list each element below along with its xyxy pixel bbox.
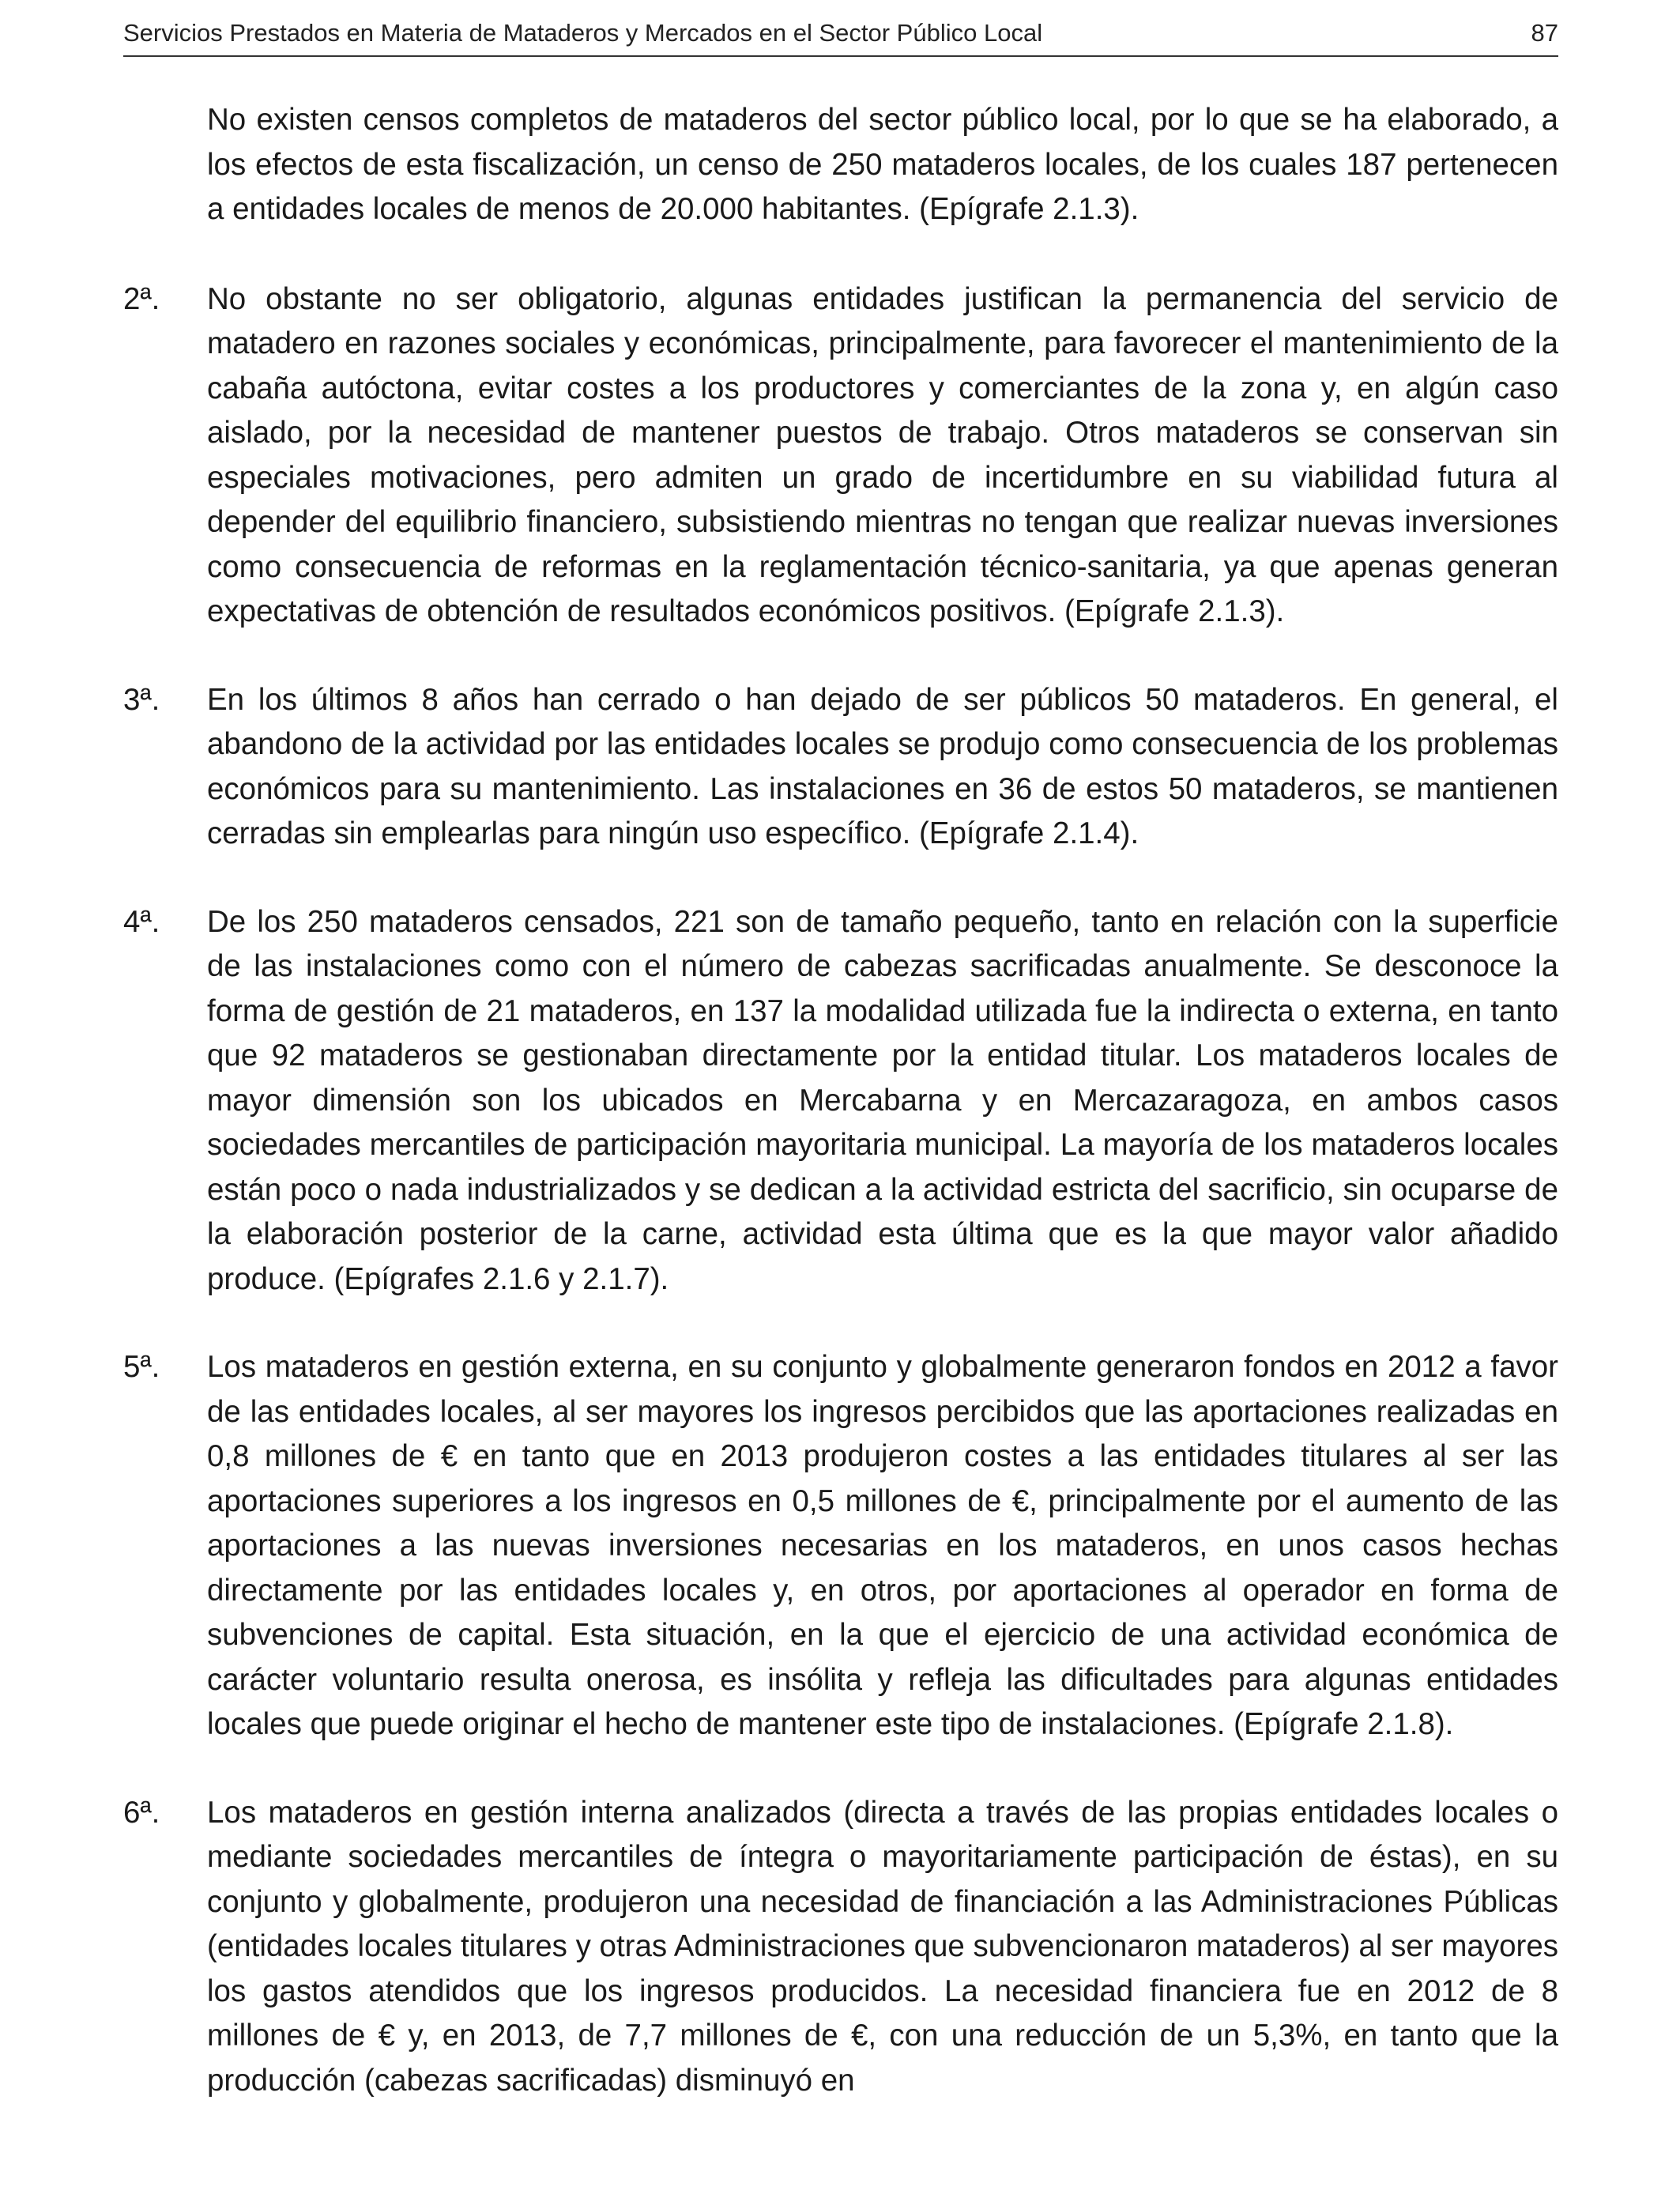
conclusion-number: 6ª.	[123, 1795, 160, 1830]
page-header	[123, 16, 1558, 57]
intro-text: No existen censos completos de mataderos del sector público local, por lo que se ha elaborado, a los efectos de esta fiscalización, un censo de 250 mataderos locales, de los cuales 187 pertenecen a entidades locales de menos de 20.000 habitantes. (Epígrafe 2.1.3).	[207, 103, 1558, 226]
conclusion-number: 4ª.	[123, 904, 160, 939]
conclusion-text: Los mataderos en gestión externa, en su conjunto y globalmente generaron fondos en 2012 a favor de las entidades locales, al ser mayores los ingresos percibidos que las aportaciones realizadas en 0,8 millones de € en tanto que en 2013 produjeron costes a las entidades titulares al ser las aportaciones superiores a los ingresos en 0,5 millones de €, principalmente por el aumento de las aportaciones a las nuevas inversiones necesarias en los mataderos, en unos casos hechas directamente por las entidades locales y, en otros, por aportaciones al operador en forma de subvenciones de capital. Esta situación, en la que el ejercicio de una actividad económica de carácter voluntario resulta onerosa, es insólita y refleja las dificultades para algunas entidades locales que puede originar el hecho de mantener este tipo de instalaciones. (Epígrafe 2.1.8).	[207, 1350, 1558, 1741]
conclusion-text: Los mataderos en gestión interna analizados (directa a través de las propias entidades locales o mediante sociedades mercantiles de íntegra o mayoritariamente participación de éstas), en su conjunto y globalmente, produjeron una necesidad de financiación a las Administraciones Públicas (entidades locales titulares y otras Administraciones que subvencionaron mataderos) al ser mayores los gastos atendidos que los ingresos producidos. La necesidad financiera fue en 2012 de 8 millones de € y, en 2013, de 7,7 millones de €, con una reducción de un 5,3%, en tanto que la producción (cabezas sacrificadas) disminuyó en	[207, 1795, 1558, 2098]
page-number: 87	[1531, 19, 1558, 47]
document-body	[123, 98, 1558, 2147]
conclusion-number: 3ª.	[123, 682, 160, 717]
conclusion-item-6	[123, 1791, 1558, 2104]
conclusion-item-5	[123, 1345, 1558, 1747]
conclusion-number: 5ª.	[123, 1350, 160, 1384]
conclusion-item-2	[123, 277, 1558, 635]
conclusion-number: 2ª.	[123, 281, 160, 316]
conclusion-item-4	[123, 900, 1558, 1302]
conclusion-item-3	[123, 678, 1558, 857]
intro-paragraph	[123, 98, 1558, 232]
conclusion-text: En los últimos 8 años han cerrado o han dejado de ser públicos 50 mataderos. En general, el abandono de la actividad por las entidades locales se produjo como consecuencia de los problemas económicos para su mantenimiento. Las instalaciones en 36 de estos 50 mataderos, se mantienen cerradas sin emplearlas para ningún uso específico. (Epígrafe 2.1.4).	[207, 682, 1558, 850]
header-title: Servicios Prestados en Materia de Mataderos y Mercados en el Sector Público Local	[123, 19, 1043, 47]
conclusion-text: De los 250 mataderos censados, 221 son de tamaño pequeño, tanto en relación con la superficie de las instalaciones como con el número de cabezas sacrificadas anualmente. Se desconoce la forma de gestión de 21 mataderos, en 137 la modalidad utilizada fue la indirecta o externa, en tanto que 92 mataderos se gestionaban directamente por la entidad titular. Los mataderos locales de mayor dimensión son los ubicados en Mercabarna y en Mercazaragoza, en ambos casos sociedades mercantiles de participación mayoritaria municipal. La mayoría de los mataderos locales están poco o nada industrializados y se dedican a la actividad estricta del sacrificio, sin ocuparse de la elaboración posterior de la carne, actividad esta última que es la que mayor valor añadido produce. (Epígrafes 2.1.6 y 2.1.7).	[207, 904, 1558, 1296]
conclusion-text: No obstante no ser obligatorio, algunas entidades justifican la permanencia del servicio de matadero en razones sociales y económicas, principalmente, para favorecer el mantenimiento de la cabaña autóctona, evitar costes a los productores y comerciantes de la zona y, en algún caso aislado, por la necesidad de mantener puestos de trabajo. Otros mataderos se conservan sin especiales motivaciones, pero admiten un grado de incertidumbre en su viabilidad futura al depender del equilibrio financiero, subsistiendo mientras no tengan que realizar nuevas inversiones como consecuencia de reformas en la reglamentación técnico-sanitaria, ya que apenas generan expectativas de obtención de resultados económicos positivos. (Epígrafe 2.1.3).	[207, 281, 1558, 628]
